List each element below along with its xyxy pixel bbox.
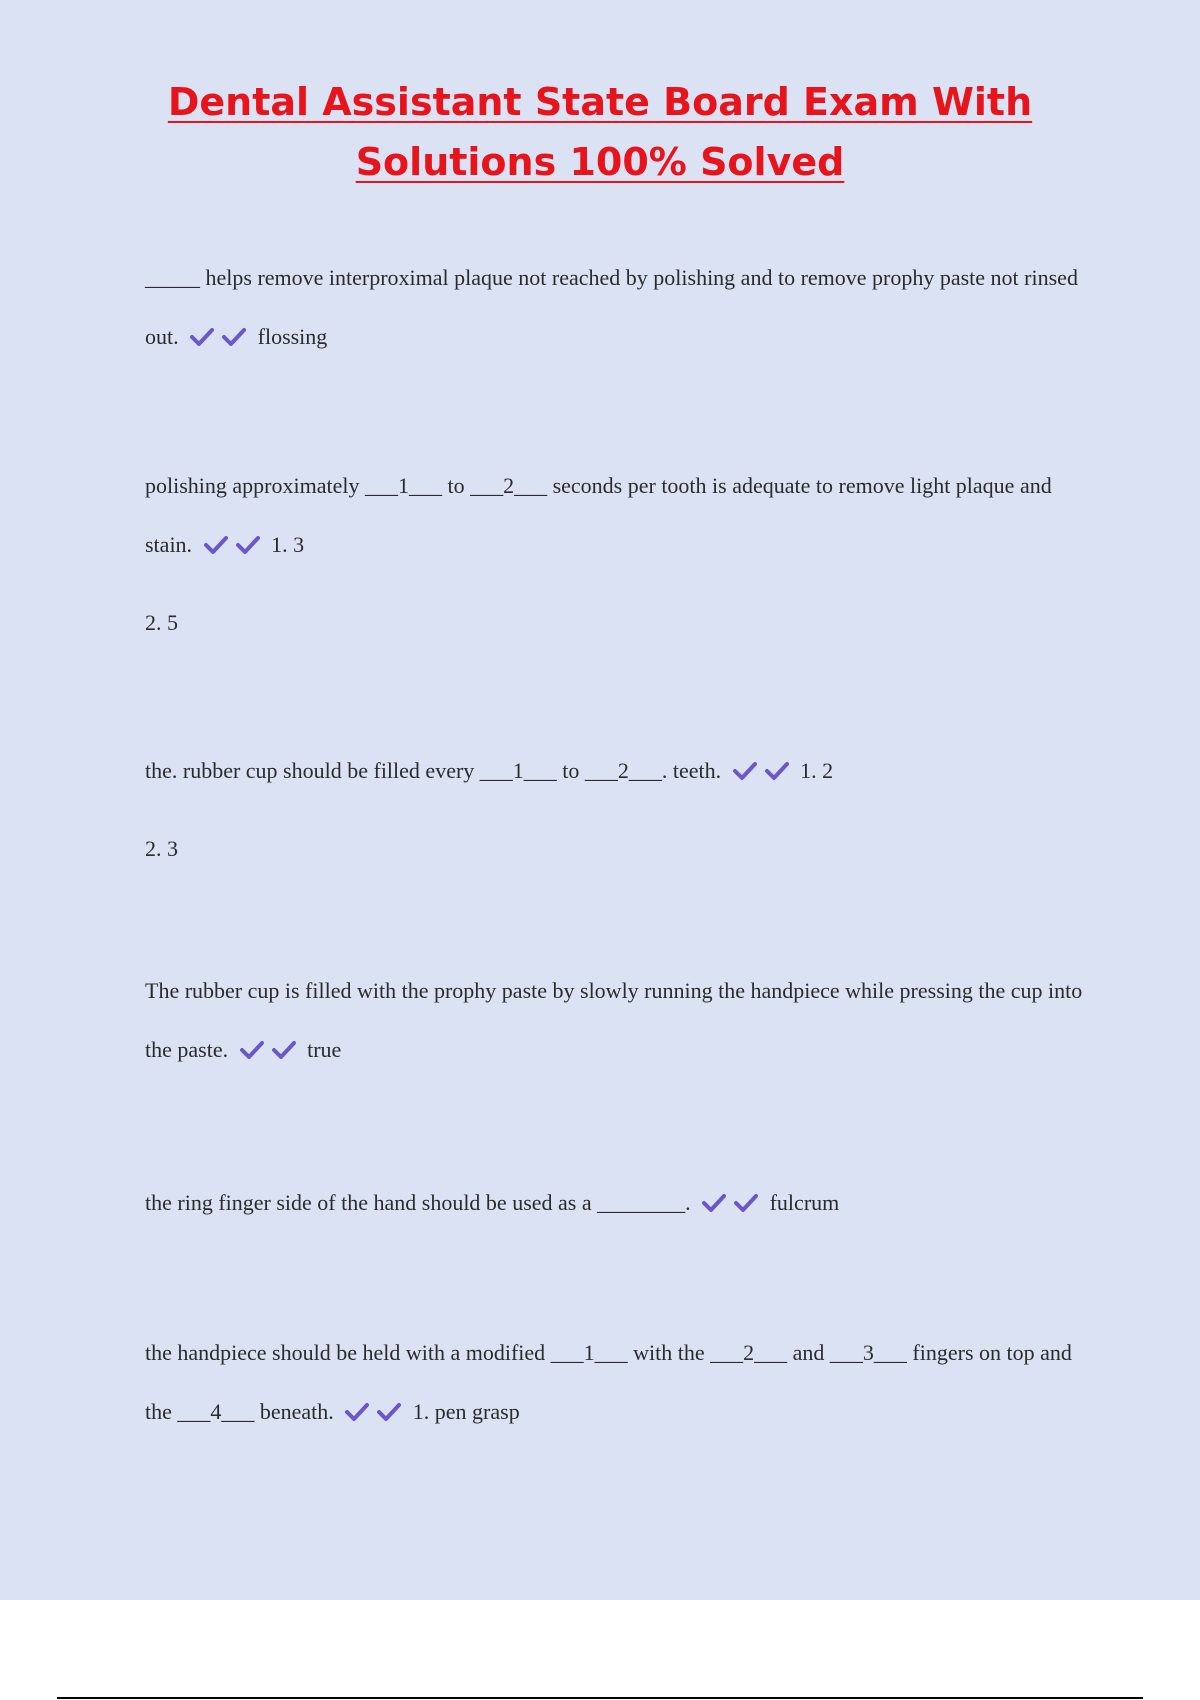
title-line-1: Dental Assistant State Board Exam With	[167, 80, 1033, 124]
footer-divider	[57, 1697, 1143, 1699]
answer-continuation: 2. 3	[145, 836, 178, 861]
check-icon	[239, 1040, 265, 1060]
question-text: the handpiece should be held with a modified ___1___ with the ___2___ and ___3___ fingers on top and the ___4___ beneath.	[145, 1340, 1072, 1424]
check-icon	[701, 1193, 727, 1213]
answer-text: 1. 2	[800, 758, 834, 783]
title-line-2: Solutions 100% Solved	[355, 140, 845, 184]
check-icon	[764, 761, 790, 781]
answer-continuation: 2. 5	[145, 610, 178, 635]
check-icon	[235, 535, 261, 555]
question-text: polishing approximately ___1___ to ___2___ seconds per tooth is adequate to remove light plaque and stain.	[145, 473, 1052, 557]
answer-text: 1. pen grasp	[412, 1399, 520, 1424]
question-5	[145, 1173, 1095, 1232]
answer-text: 1. 3	[271, 532, 305, 557]
check-icon	[732, 761, 758, 781]
answer-text: true	[307, 1037, 342, 1062]
answer-text: flossing	[257, 324, 328, 349]
question-text: the ring finger side of the hand should be used as a ________.	[145, 1190, 691, 1215]
question-text: The rubber cup is filled with the prophy paste by slowly running the handpiece while pressing the cup into the paste.	[145, 978, 1083, 1062]
check-icon	[221, 327, 247, 347]
check-icon	[376, 1402, 402, 1422]
question-1	[145, 248, 1095, 366]
question-2	[145, 456, 1095, 652]
question-6	[145, 1323, 1095, 1441]
question-3	[145, 741, 1095, 878]
question-text: the. rubber cup should be filled every ___1___ to ___2___. teeth.	[145, 758, 722, 783]
question-text: _____ helps remove interproximal plaque not reached by polishing and to remove prophy paste not rinsed out.	[145, 265, 1078, 349]
check-icon	[344, 1402, 370, 1422]
answer-text: fulcrum	[769, 1190, 840, 1215]
check-icon	[189, 327, 215, 347]
question-4	[145, 961, 1095, 1079]
check-icon	[203, 535, 229, 555]
check-icon	[733, 1193, 759, 1213]
check-icon	[271, 1040, 297, 1060]
document-title	[0, 72, 1200, 192]
